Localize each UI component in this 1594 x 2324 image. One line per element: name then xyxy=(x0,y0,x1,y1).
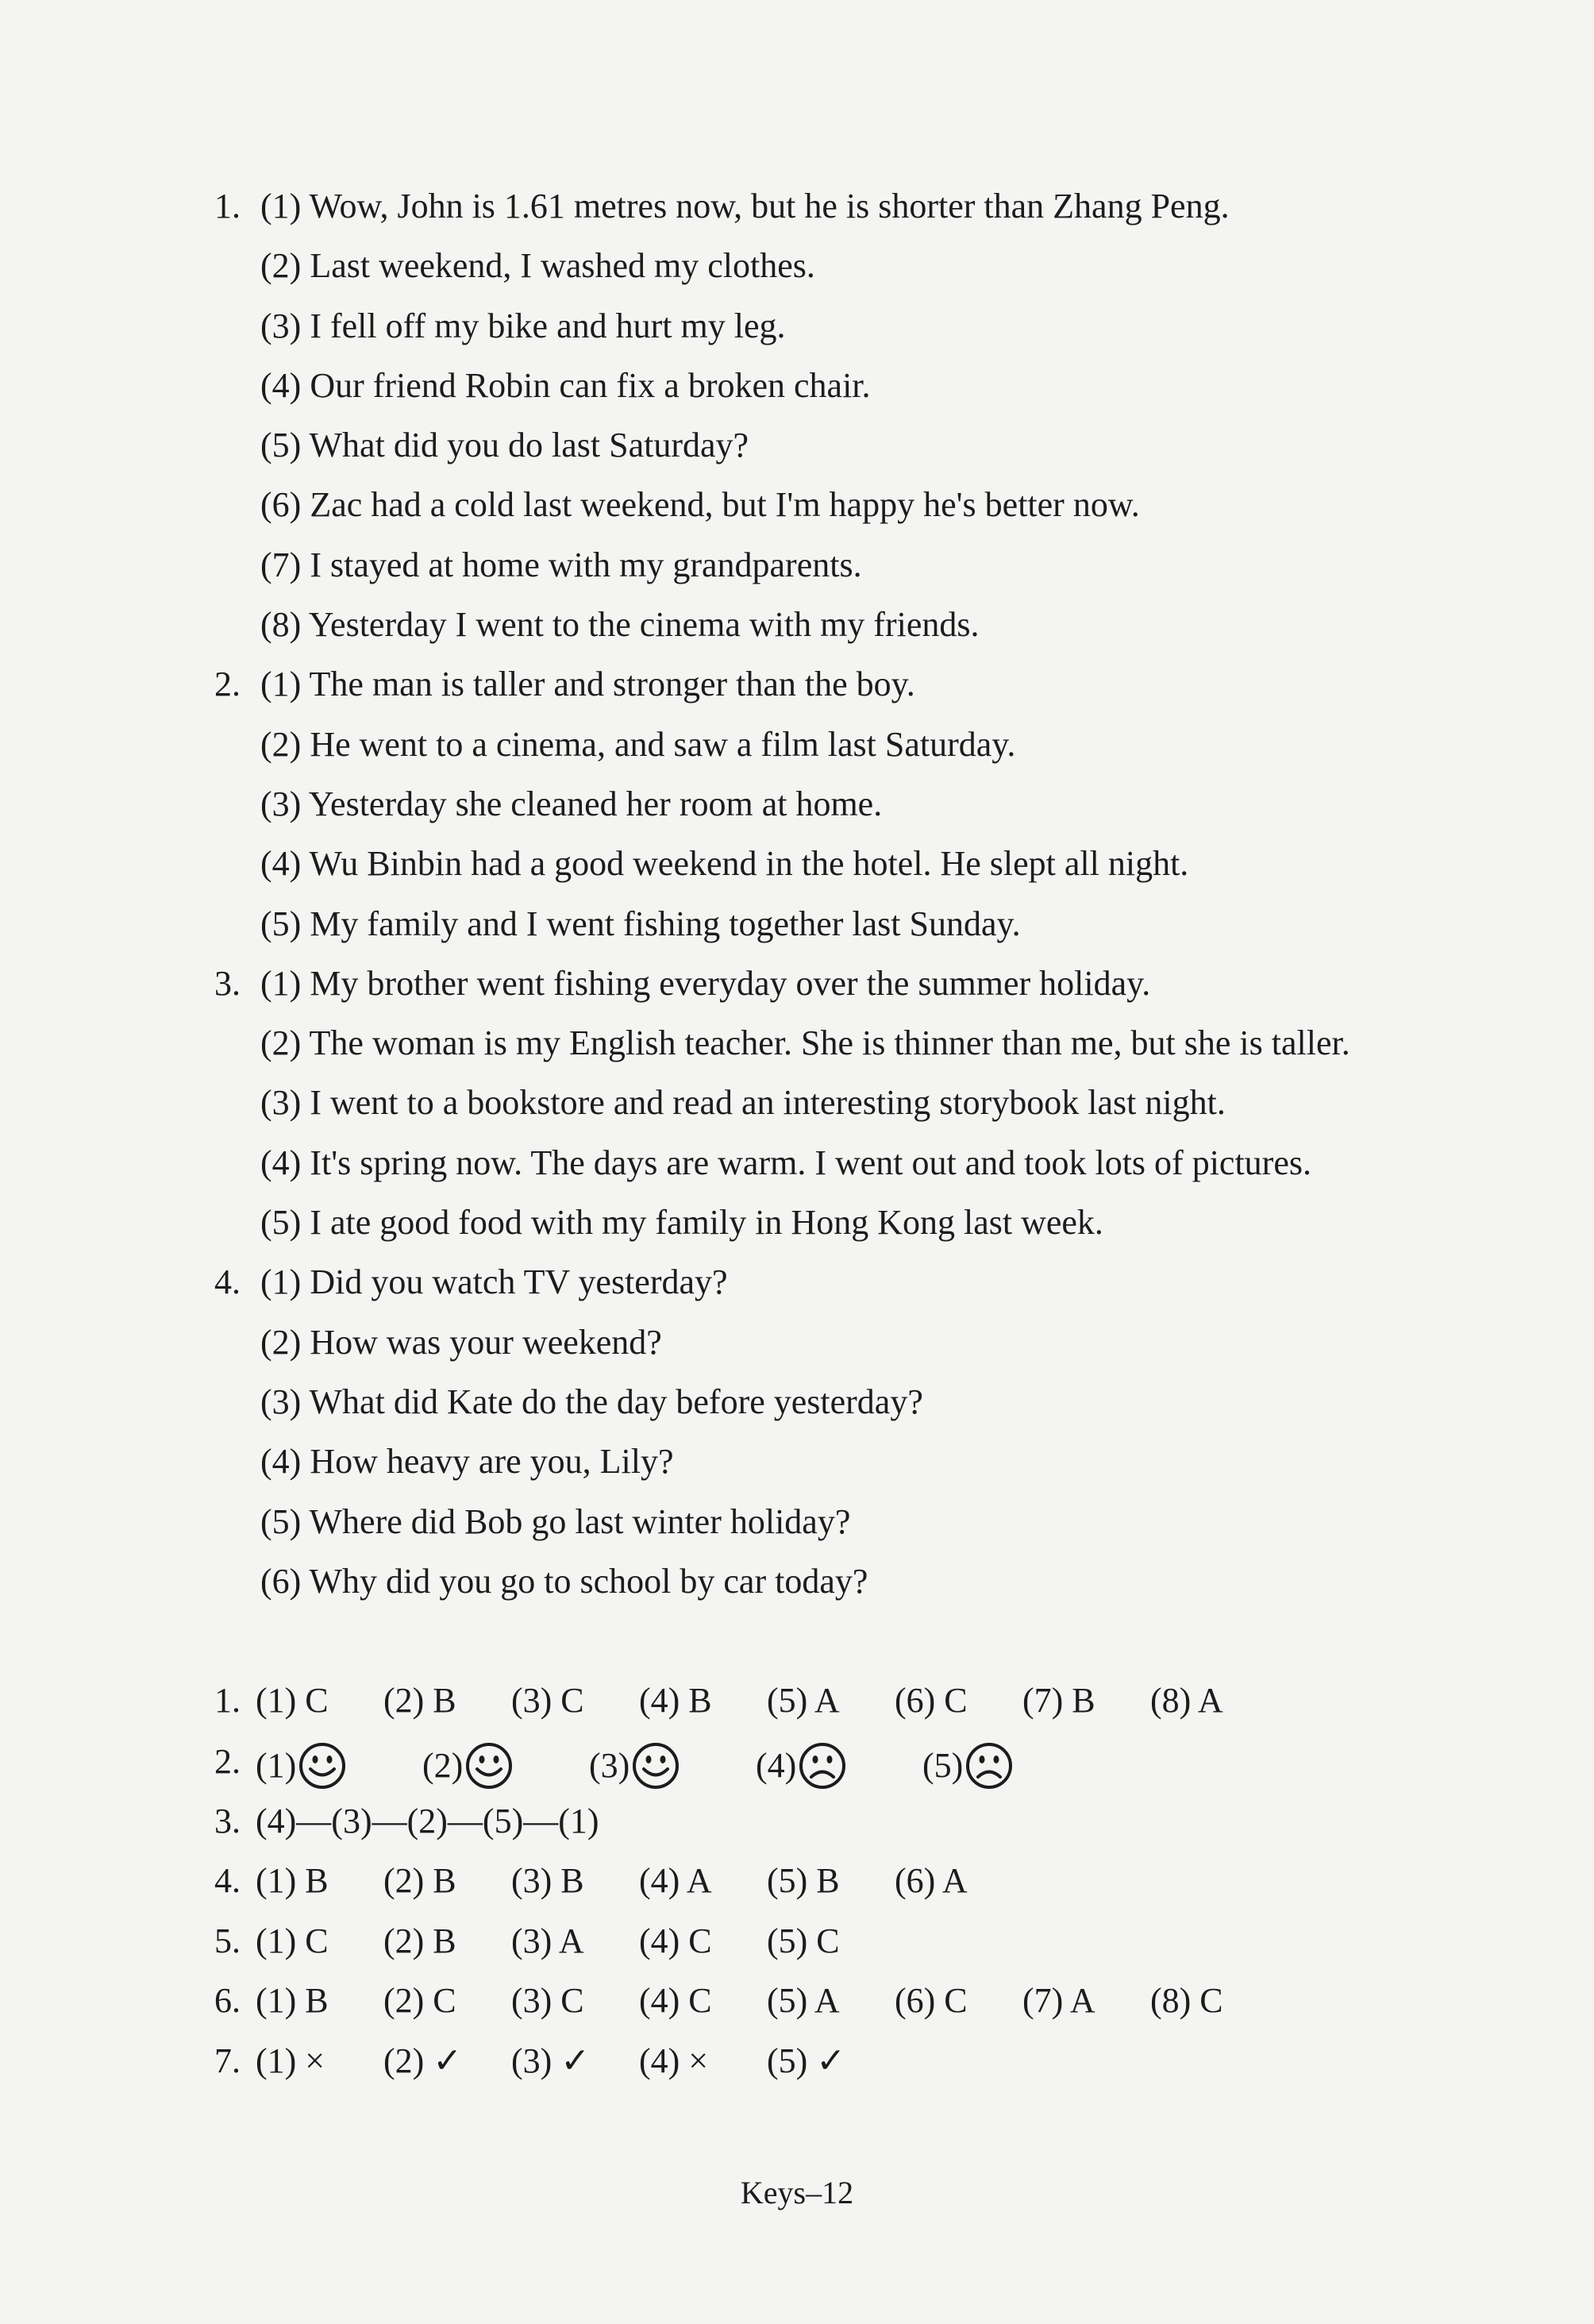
choice-answer: (1) B xyxy=(256,1861,329,1900)
question-number: 4. xyxy=(214,1262,241,1302)
question-number: 2. xyxy=(214,665,241,704)
answer-text: Last weekend, I washed my clothes. xyxy=(310,246,815,286)
answer-line xyxy=(214,176,1564,236)
item-label: (5) xyxy=(922,1746,964,1786)
item-label: (2) xyxy=(260,1322,302,1362)
answer-text: Our friend Robin can fix a broken chair. xyxy=(310,365,871,405)
page-footer xyxy=(0,2174,1594,2211)
order-answer: (4)—(3)—(2)—(5)—(1) xyxy=(256,1801,599,1840)
answer-text: What did you do last Saturday? xyxy=(309,426,749,465)
item-label: (4) xyxy=(756,1746,797,1786)
item-label: (2) xyxy=(260,724,302,764)
answer-line xyxy=(214,1492,1564,1551)
answer-line xyxy=(214,715,1564,774)
item-label: (5) xyxy=(260,1203,302,1243)
choice-answer: (5) A xyxy=(767,1981,840,2020)
answer-text: My family and I went fishing together last Sunday. xyxy=(310,904,1021,943)
answer-text: I went to a bookstore and read an interesting storybook last night. xyxy=(310,1083,1226,1123)
answer-line xyxy=(214,1432,1564,1491)
answer-text: Zac had a cold last weekend, but I'm happy he's better now. xyxy=(310,485,1140,525)
choice-answer: (1) B xyxy=(256,1981,329,2020)
item-label: (3) xyxy=(260,1382,302,1421)
answer-text: He went to a cinema, and saw a film last Saturday. xyxy=(310,724,1016,764)
item-label: (3) xyxy=(260,306,302,345)
choice-answer: (4) A xyxy=(639,1861,712,1900)
question-number: 3. xyxy=(214,963,241,1003)
answer-line xyxy=(214,834,1564,893)
answer-text: What did Kate do the day before yesterday? xyxy=(309,1382,923,1421)
choice-answer: (6) C xyxy=(895,1681,968,1720)
answer-text: Wow, John is 1.61 metres now, but he is shorter than Zhang Peng. xyxy=(309,187,1230,225)
answer-text: Wu Binbin had a good weekend in the hotel. He slept all night. xyxy=(309,844,1189,884)
item-label: (8) xyxy=(260,605,302,645)
choice-answer: (5) A xyxy=(767,1681,840,1720)
item-label: (3) xyxy=(260,784,302,823)
answer-text: It's spring now. The days are warm. I went out and took lots of pictures. xyxy=(310,1143,1311,1182)
question-number: 1. xyxy=(214,1681,241,1720)
answer-text: My brother went fishing everyday over the summer holiday. xyxy=(310,963,1151,1003)
item-label: (2) xyxy=(422,1746,464,1786)
question-number: 2. xyxy=(214,1741,241,1781)
item-label: (6) xyxy=(260,485,302,525)
sad-face-icon xyxy=(798,1741,847,1790)
choice-answer: (1) C xyxy=(256,1681,329,1720)
item-label: (3) xyxy=(589,1746,630,1786)
answer-text: Yesterday she cleaned her room at home. xyxy=(308,784,883,823)
item-label: (5) xyxy=(260,426,302,465)
choice-answer: (5) C xyxy=(767,1921,840,1960)
face-answer xyxy=(756,1727,922,1802)
item-label: (2) xyxy=(260,246,302,286)
choice-answer: (2) B xyxy=(383,1681,456,1720)
answer-line xyxy=(214,1312,1564,1372)
item-label: (1) xyxy=(256,1746,297,1786)
choice-answer: (6) A xyxy=(895,1861,968,1900)
face-answer xyxy=(589,1727,756,1802)
answer-line xyxy=(214,1252,1564,1312)
choice-answer: (2) B xyxy=(383,1921,456,1960)
choice-answer: (1) C xyxy=(256,1921,329,1960)
choice-answer: (8) C xyxy=(1150,1981,1223,2020)
answer-text: I stayed at home with my grandparents. xyxy=(310,545,862,584)
answer-line xyxy=(214,475,1564,534)
choice-answer: (2) B xyxy=(383,1861,456,1900)
answer-text: Why did you go to school by car today? xyxy=(309,1561,868,1601)
choice-answer: (3) B xyxy=(511,1861,584,1900)
answer-text: Where did Bob go last winter holiday? xyxy=(309,1501,851,1541)
question-number: 6. xyxy=(214,1981,241,2020)
true-false-answer: (4) × xyxy=(639,2041,709,2080)
answer-line xyxy=(214,415,1564,475)
answer-row-4 xyxy=(214,1851,1564,1911)
answer-row-2 xyxy=(214,1726,1564,1798)
choice-answer: (3) C xyxy=(511,1681,584,1720)
item-label: (1) xyxy=(260,187,302,225)
choice-answer: (7) B xyxy=(1022,1681,1095,1720)
item-label: (6) xyxy=(260,1561,302,1601)
answer-line xyxy=(214,1551,1564,1611)
item-label: (3) xyxy=(260,1083,302,1123)
answer-text: The man is taller and stronger than the boy. xyxy=(309,665,915,704)
answer-line xyxy=(214,296,1564,356)
answer-row-7 xyxy=(214,2031,1564,2091)
answer-line xyxy=(214,894,1564,954)
choice-answer: (5) B xyxy=(767,1861,840,1900)
sentence-answers-section xyxy=(214,176,1564,1611)
question-number: 7. xyxy=(214,2041,241,2080)
answer-line xyxy=(214,356,1564,415)
item-label: (4) xyxy=(260,844,302,884)
item-label: (4) xyxy=(260,365,302,405)
answer-text: Did you watch TV yesterday? xyxy=(310,1262,728,1302)
sad-face-icon xyxy=(964,1741,1014,1790)
item-label: (1) xyxy=(260,963,302,1003)
question-number: 5. xyxy=(214,1921,241,1960)
answer-line xyxy=(214,1133,1564,1193)
answer-row-1 xyxy=(214,1671,1564,1731)
answer-line xyxy=(214,1013,1564,1073)
happy-face-icon xyxy=(631,1741,680,1790)
page-label: Keys–12 xyxy=(740,2175,854,2210)
choice-answer: (6) C xyxy=(895,1981,968,2020)
choice-answer: (2) C xyxy=(383,1981,456,2020)
choice-answers-section xyxy=(214,1671,1564,2091)
item-label: (7) xyxy=(260,545,302,584)
true-false-answer: (5) ✓ xyxy=(767,2041,846,2080)
answer-text: I ate good food with my family in Hong Kong last week. xyxy=(310,1203,1103,1243)
answer-line xyxy=(214,236,1564,295)
choice-answer: (4) B xyxy=(639,1681,712,1720)
question-number: 1. xyxy=(214,187,241,225)
item-label: (1) xyxy=(260,665,302,704)
item-label: (4) xyxy=(260,1442,302,1482)
choice-answer: (8) A xyxy=(1150,1681,1223,1720)
question-number: 4. xyxy=(214,1861,241,1900)
true-false-answer: (3) ✓ xyxy=(511,2041,591,2080)
answer-row-6 xyxy=(214,1971,1564,2031)
happy-face-icon xyxy=(464,1741,514,1790)
answer-line xyxy=(214,1073,1564,1132)
answer-text: How heavy are you, Lily? xyxy=(310,1442,674,1482)
choice-answer: (3) A xyxy=(511,1921,584,1960)
choice-answer: (4) C xyxy=(639,1981,712,2020)
answer-line xyxy=(214,535,1564,595)
item-label: (4) xyxy=(260,1143,302,1182)
answer-line xyxy=(214,954,1564,1013)
answer-line xyxy=(214,595,1564,654)
face-answer xyxy=(922,1727,1089,1802)
answer-line xyxy=(214,1372,1564,1432)
item-label: (5) xyxy=(260,904,302,943)
answer-text: Yesterday I went to the cinema with my friends. xyxy=(308,605,980,645)
answer-row-5 xyxy=(214,1911,1564,1971)
choice-answer: (3) C xyxy=(511,1981,584,2020)
true-false-answer: (1) × xyxy=(256,2041,325,2080)
item-label: (2) xyxy=(260,1023,302,1063)
answer-text: I fell off my bike and hurt my leg. xyxy=(310,306,786,345)
answer-line xyxy=(214,774,1564,834)
answer-text: The woman is my English teacher. She is thinner than me, but she is taller. xyxy=(309,1023,1350,1063)
answer-text: How was your weekend? xyxy=(310,1322,662,1362)
choice-answer: (7) A xyxy=(1022,1981,1095,2020)
item-label: (5) xyxy=(260,1501,302,1541)
happy-face-icon xyxy=(298,1741,347,1790)
answer-line xyxy=(214,1193,1564,1252)
item-label: (1) xyxy=(260,1262,302,1302)
true-false-answer: (2) ✓ xyxy=(383,2041,463,2080)
question-number: 3. xyxy=(214,1801,241,1840)
answer-line xyxy=(214,654,1564,714)
choice-answer: (4) C xyxy=(639,1921,712,1960)
